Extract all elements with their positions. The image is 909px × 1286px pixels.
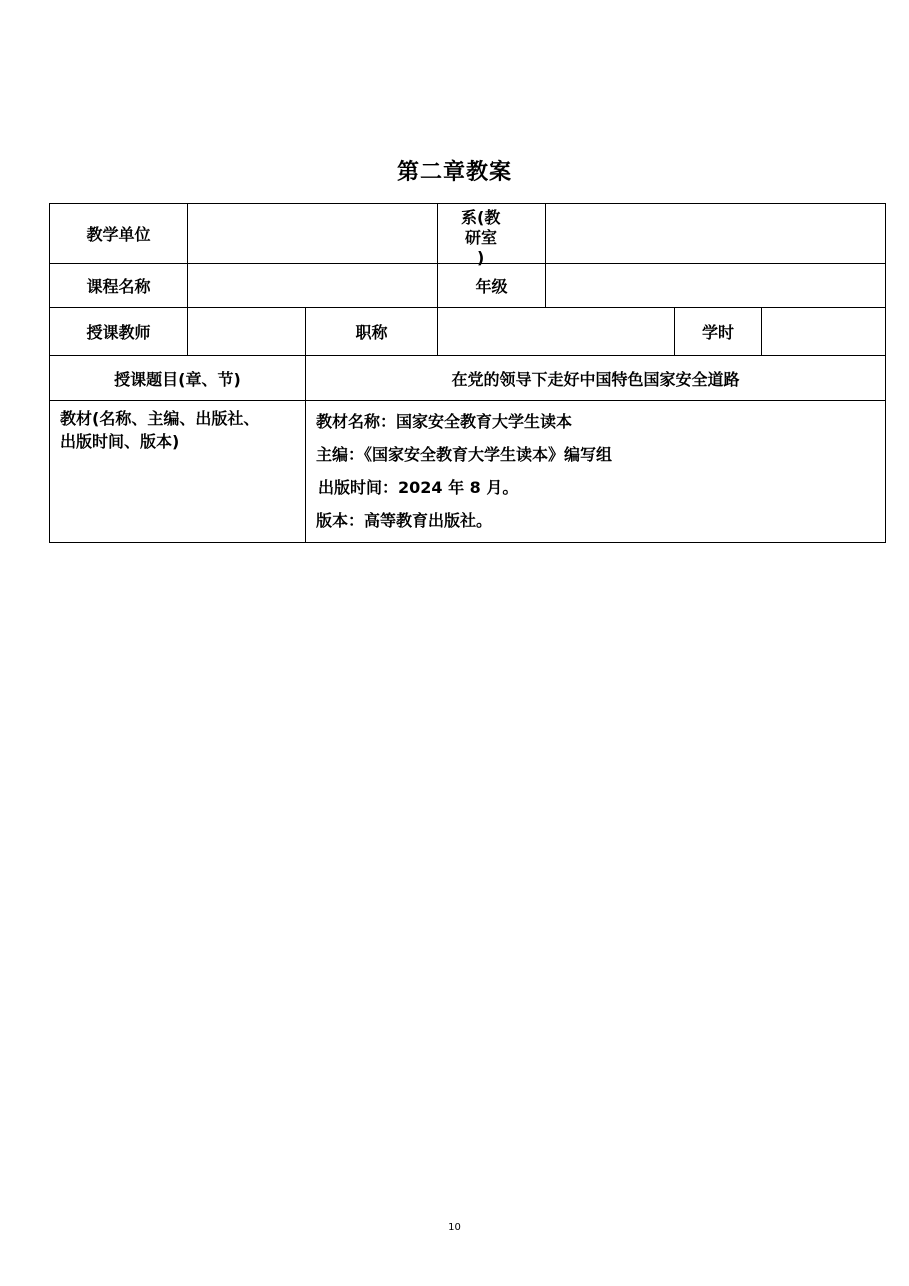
- teaching-unit-value: [187, 203, 438, 264]
- textbook-name-line: 教材名称：国家安全教育大学生读本: [316, 412, 573, 431]
- teacher-value: [187, 307, 306, 356]
- hours-value: [761, 307, 886, 356]
- title-rank-label: 职称: [305, 307, 438, 356]
- grade-label: 年级: [437, 263, 546, 308]
- teaching-unit-label: [49, 203, 188, 264]
- department-label-line: 研室: [465, 228, 498, 247]
- course-name-label: 课程名称: [49, 263, 188, 308]
- textbook-label-line: 出版时间、版本): [60, 432, 180, 451]
- teaching-unit-label-text: 教学单位: [86, 225, 151, 244]
- department-label-line: 系(教: [461, 208, 501, 227]
- department-value: [545, 203, 886, 264]
- topic-label: 授课题目(章、节): [49, 355, 306, 401]
- course-name-value: [187, 263, 438, 308]
- textbook-details: [305, 400, 886, 543]
- title-rank-value: [437, 307, 675, 356]
- teacher-label: 授课教师: [49, 307, 188, 356]
- textbook-label: [49, 400, 306, 543]
- topic-value: 在党的领导下走好中国特色国家安全道路: [305, 355, 886, 401]
- department-label: [437, 204, 545, 267]
- textbook-edition-line: 版本：高等教育出版社。: [316, 511, 493, 530]
- page-title: 第二章教案: [396, 160, 512, 185]
- textbook-label-line: 教材(名称、主编、出版社、: [60, 409, 260, 428]
- page-number: 10: [448, 1222, 461, 1233]
- hours-label: 学时: [674, 307, 762, 356]
- department-label-line: ): [477, 248, 485, 267]
- textbook-editor-line: 主编：《国家安全教育大学生读本》编写组: [316, 445, 613, 464]
- grade-value: [545, 263, 886, 308]
- textbook-date-line: 出版时间：2024 年 8 月。: [318, 478, 519, 497]
